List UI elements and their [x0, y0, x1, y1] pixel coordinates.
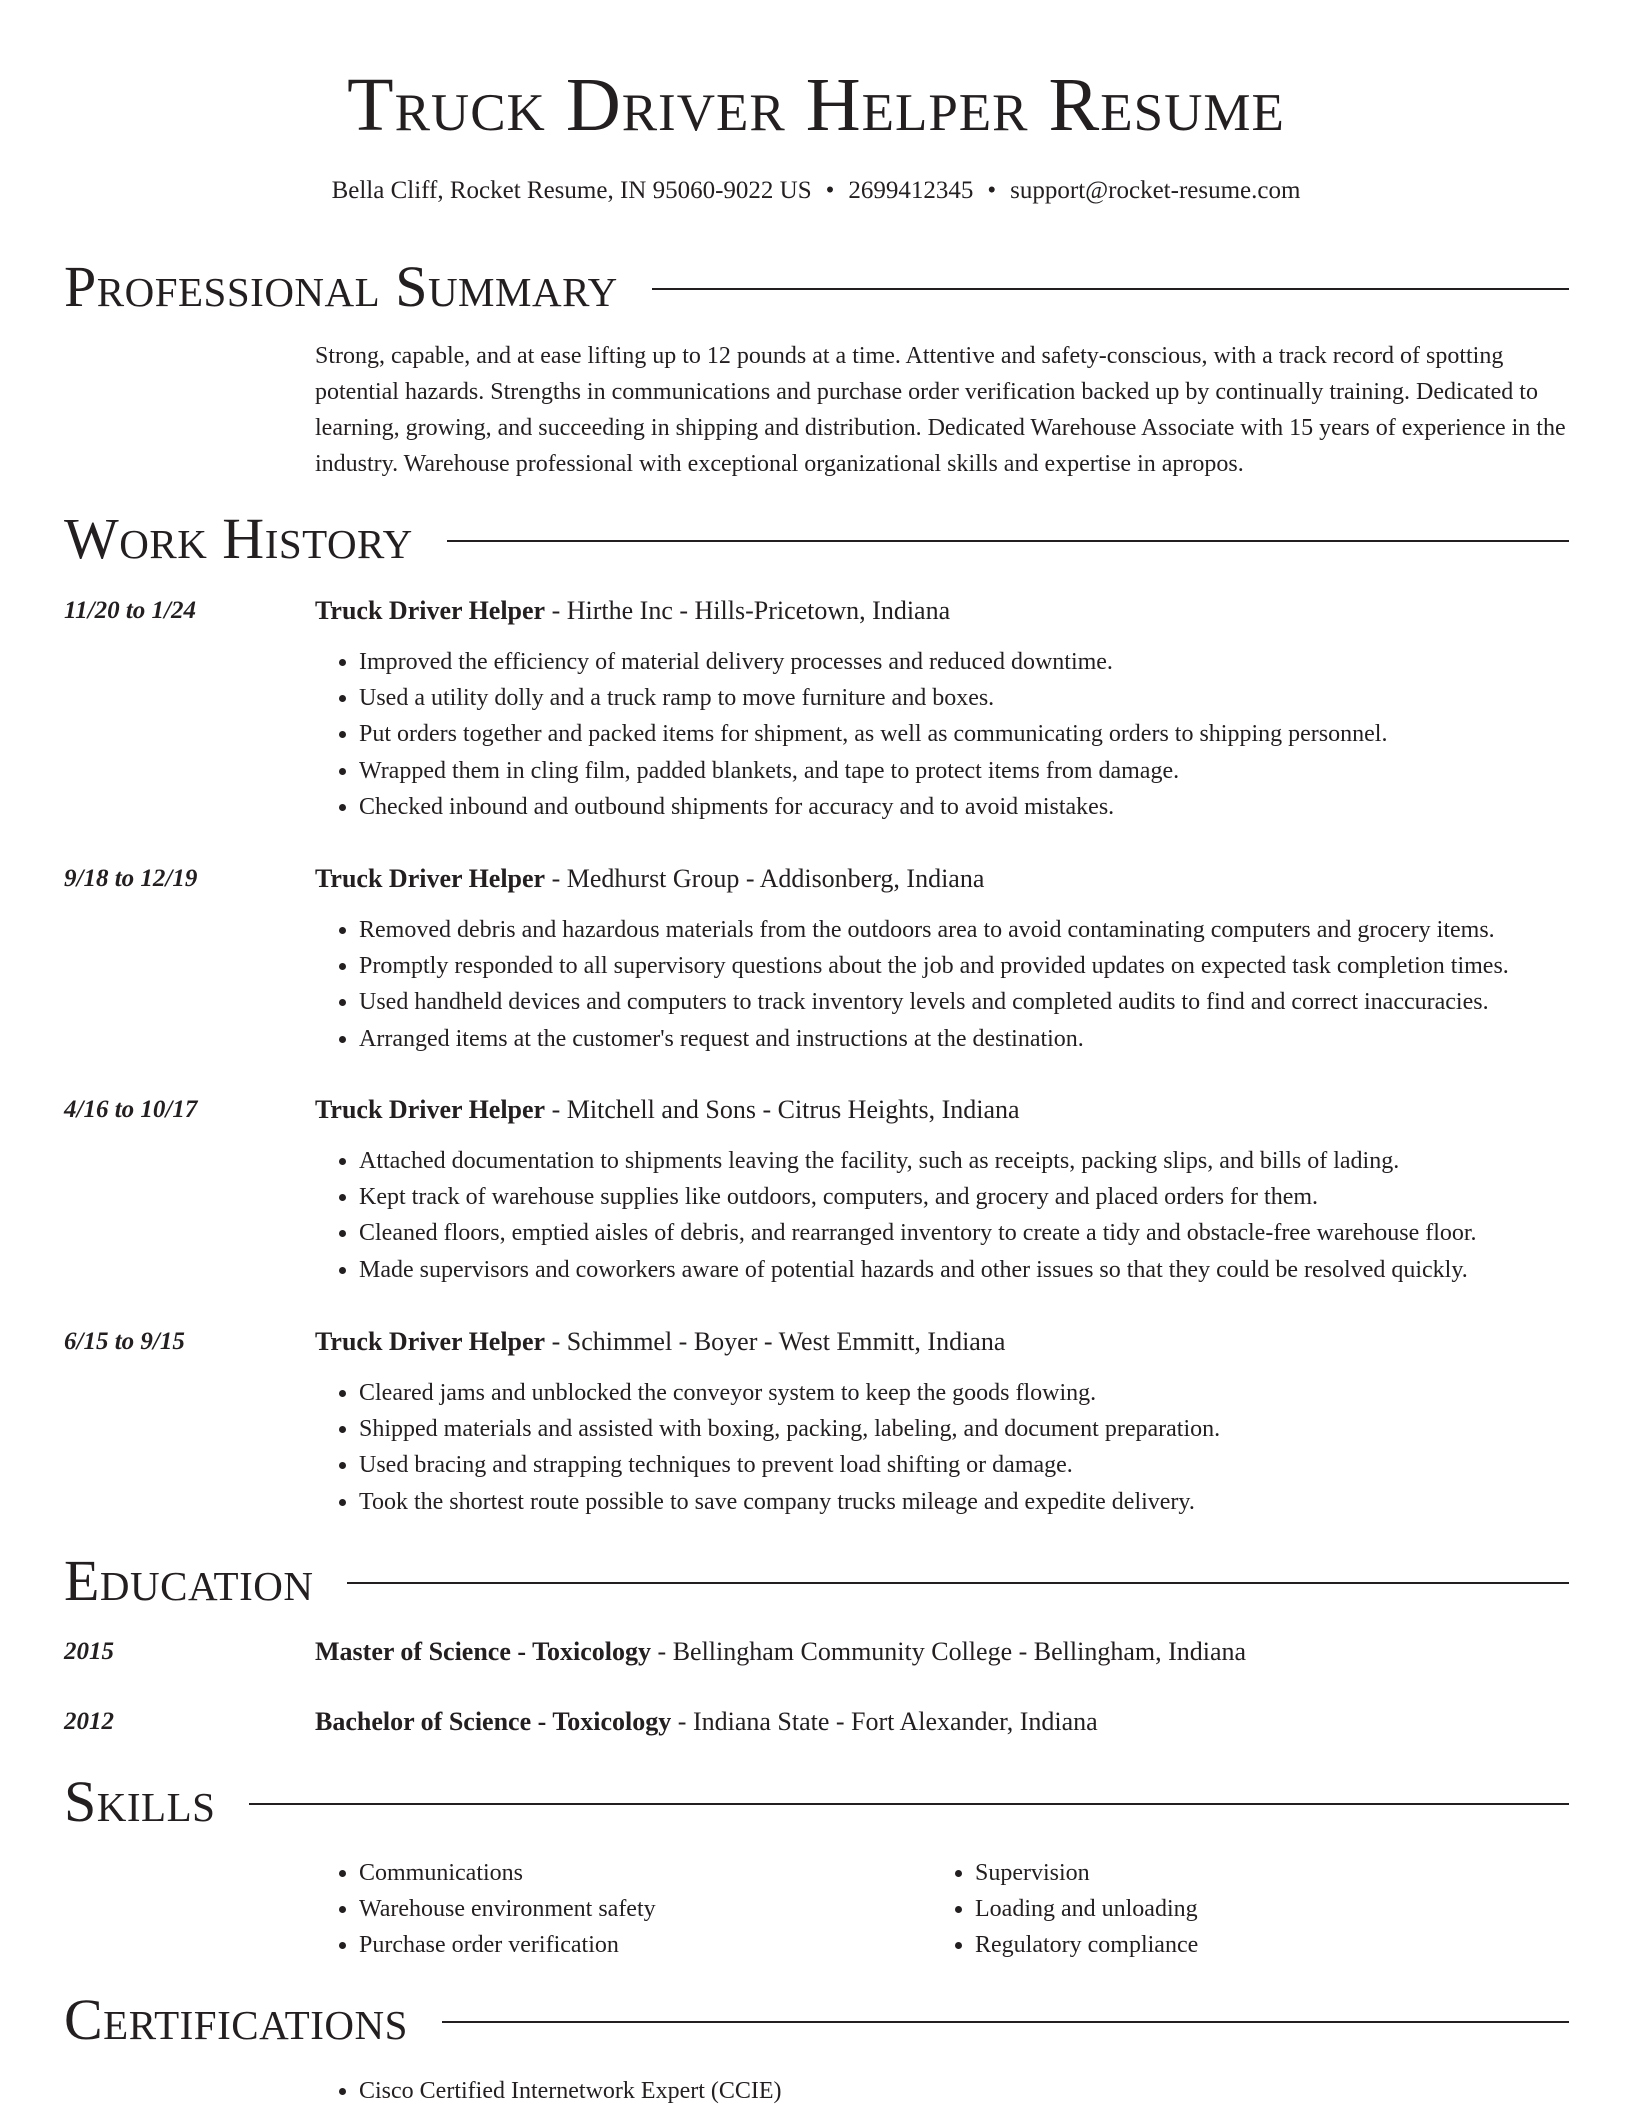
job-role: Truck Driver Helper [315, 1095, 546, 1124]
list-item: • Put orders together and packed items for shipment, as well as communicating orders to shipping personnel. [359, 716, 1629, 752]
section-title-education: Education [64, 1548, 314, 1613]
section-header-skills [64, 1767, 1569, 1837]
job-employer: - Hirthe Inc - Hills-Pricetown, Indiana [545, 596, 951, 625]
list-item: • Checked inbound and outbound shipments for accuracy and to avoid mistakes. [359, 789, 1629, 825]
certification-item: • Cisco Certified Internetwork Expert (CCIE) [359, 2073, 1559, 2109]
list-item: • Shipped materials and assisted with boxing, packing, labeling, and document preparation. [359, 1411, 1629, 1447]
job-role: Truck Driver Helper [315, 864, 546, 893]
skills-list-right [931, 1855, 1535, 1963]
job-dates: 11/20 to 1/24 [64, 597, 196, 624]
job-role: Truck Driver Helper [315, 596, 546, 625]
job-employer: - Schimmel - Boyer - West Emmitt, Indiana [545, 1327, 1006, 1356]
list-item: • Wrapped them in cling film, padded blankets, and tape to protect items from damage. [359, 753, 1629, 789]
job-employer: - Medhurst Group - Addisonberg, Indiana [545, 864, 985, 893]
list-item: • Used a utility dolly and a truck ramp to move furniture and boxes. [359, 680, 1629, 716]
education-degree: Master of Science - Toxicology [315, 1637, 652, 1666]
section-title-work-history: Work History [64, 506, 413, 571]
job-bullets [315, 912, 1629, 1057]
skill-item: • Regulatory compliance [975, 1927, 1535, 1963]
job-role: Truck Driver Helper [315, 1327, 546, 1356]
education-line [315, 1705, 1575, 1739]
list-item: • Attached documentation to shipments leaving the facility, such as receipts, packing slips, and bills of lading. [359, 1143, 1629, 1179]
contact-separator: • [825, 177, 835, 204]
list-item: • Kept track of warehouse supplies like outdoors, computers, and grocery and placed orders for them. [359, 1179, 1629, 1215]
job-title-line [315, 1093, 1575, 1127]
list-item: • Removed debris and hazardous materials from the outdoors area to avoid contaminating computers and grocery items. [359, 912, 1629, 948]
list-item: • Took the shortest route possible to save company trucks mileage and expedite delivery. [359, 1484, 1629, 1520]
certifications-list [315, 2073, 1559, 2109]
section-divider [347, 1582, 1569, 1584]
list-item: • Improved the efficiency of material delivery processes and reduced downtime. [359, 644, 1629, 680]
job-bullets [315, 1143, 1629, 1288]
section-header-certifications [64, 1985, 1569, 2055]
list-item: • Arranged items at the customer's request and instructions at the destination. [359, 1021, 1629, 1057]
section-header-summary [64, 252, 1569, 322]
section-title-certifications: Certifications [64, 1987, 408, 2052]
contact-separator: • [987, 177, 997, 204]
contact-email: support@rocket-resume.com [1010, 177, 1301, 204]
job-dates: 6/15 to 9/15 [64, 1328, 185, 1355]
section-divider [447, 540, 1569, 542]
job-title-line [315, 862, 1575, 896]
job-title-line [315, 1325, 1575, 1359]
skill-item: • Communications [359, 1855, 919, 1891]
skill-item: • Supervision [975, 1855, 1535, 1891]
job-bullets [315, 1375, 1629, 1520]
job-dates: 9/18 to 12/19 [64, 865, 198, 892]
job-dates: 4/16 to 10/17 [64, 1096, 198, 1123]
section-title-summary: Professional Summary [64, 254, 618, 319]
list-item: • Made supervisors and coworkers aware of potential hazards and other issues so that they could be resolved quickly. [359, 1252, 1629, 1288]
section-divider [652, 288, 1569, 290]
section-header-work-history [64, 504, 1569, 574]
education-school: - Indiana State - Fort Alexander, Indiana [671, 1707, 1098, 1736]
skill-item: • Loading and unloading [975, 1891, 1535, 1927]
section-header-education [64, 1546, 1569, 1616]
contact-phone: 2699412345 [848, 177, 974, 204]
resume-title: Truck Driver Helper Resume [347, 63, 1285, 147]
job-employer: - Mitchell and Sons - Citrus Heights, Indiana [545, 1095, 1020, 1124]
education-degree: Bachelor of Science - Toxicology [315, 1707, 672, 1736]
education-line [315, 1635, 1575, 1669]
section-divider [249, 1803, 1569, 1805]
list-item: • Used handheld devices and computers to track inventory levels and completed audits to find and correct inaccuracies. [359, 984, 1629, 1020]
education-year: 2012 [64, 1708, 114, 1735]
contact-address: Bella Cliff, Rocket Resume, IN 95060-9022 US [331, 177, 812, 204]
list-item: • Promptly responded to all supervisory questions about the job and provided updates on expected task completion times. [359, 948, 1629, 984]
skill-item: • Warehouse environment safety [359, 1891, 919, 1927]
education-school: - Bellingham Community College - Bellingham, Indiana [651, 1637, 1247, 1666]
contact-line [0, 174, 1632, 208]
section-divider [442, 2021, 1569, 2023]
job-bullets [315, 644, 1629, 825]
section-title-skills: Skills [64, 1769, 216, 1834]
job-title-line [315, 594, 1575, 628]
education-year: 2015 [64, 1638, 114, 1665]
list-item: • Used bracing and strapping techniques to prevent load shifting or damage. [359, 1447, 1629, 1483]
skills-list-left [315, 1855, 919, 1963]
skill-item: • Purchase order verification [359, 1927, 919, 1963]
summary-text: Strong, capable, and at ease lifting up to 12 pounds at a time. Attentive and safety-conscious, with a track record of spotting potential hazards. Strengths in communications and purchase order verification backed up by continually training. Dedicated to learning, growing, and succeeding in shipping and distribution. Dedicated Warehouse Associate with 15 years of experience in the industry. Warehouse professional with exceptional organizational skills and expertise in apropos. [315, 343, 1566, 477]
list-item: • Cleared jams and unblocked the conveyor system to keep the goods flowing. [359, 1375, 1629, 1411]
list-item: • Cleaned floors, emptied aisles of debris, and rearranged inventory to create a tidy and obstacle-free warehouse floor. [359, 1215, 1629, 1251]
